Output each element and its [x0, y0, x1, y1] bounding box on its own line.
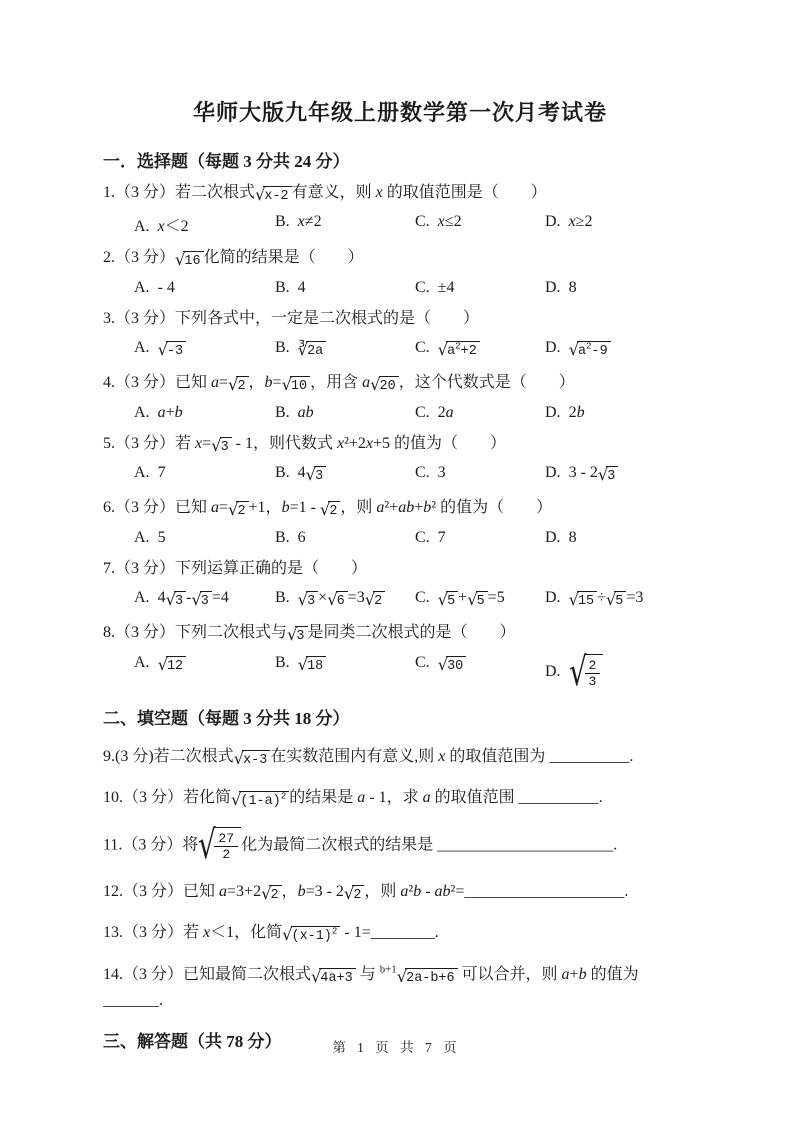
- radicand: 2: [269, 885, 281, 905]
- radicand: 3: [606, 466, 618, 486]
- math-variable: x: [157, 218, 165, 236]
- question-stem: 2.（3 分） √ 16 化简的结果是（ ）: [103, 245, 697, 271]
- square-root: [438, 591, 458, 611]
- math-variable: x: [203, 924, 211, 942]
- radical-sign: √: [157, 340, 168, 360]
- option-content: 5: [157, 528, 166, 546]
- page-title: 华师大版九年级上册数学第一次月考试卷: [192, 100, 607, 125]
- question-stem: 3.（3 分）下列各式中，一定是二次根式的是（ ）: [103, 309, 480, 327]
- option-d: [545, 279, 697, 297]
- question-stem: 11.（3 分）将 √ $\frac{27}{2}$ 化为最简二次根式的结果是 ______________________.: [103, 822, 618, 868]
- math-variable: ab: [398, 499, 415, 517]
- question: [103, 822, 697, 868]
- option-content: [438, 654, 467, 676]
- radical-sign: √: [297, 590, 309, 610]
- option-label: C.: [415, 213, 430, 231]
- option-label: D.: [545, 662, 561, 680]
- option-label: A.: [134, 653, 150, 671]
- option-b: [275, 279, 415, 297]
- question-stem: 8.（3 分）下列二次根式与 √ 3 是同类二次根式的是（ ）: [103, 620, 697, 646]
- square-root: [598, 466, 618, 486]
- square-root: [211, 437, 231, 457]
- radical-sign: √: [364, 590, 376, 610]
- radical-sign: √: [370, 375, 381, 395]
- radical-sign: √: [568, 649, 587, 695]
- option-c: [415, 464, 545, 486]
- question: [103, 495, 697, 546]
- math-variable: b: [576, 403, 585, 421]
- options-row: [103, 649, 697, 695]
- option-content: √ 3 × √ 6 =3 √ 2: [298, 589, 386, 611]
- square-root: [606, 591, 626, 611]
- option-c: [415, 654, 545, 691]
- radicand: $a^2+2$: [446, 341, 480, 361]
- fraction: [214, 831, 238, 862]
- question: [103, 962, 697, 1015]
- option-c: [415, 589, 545, 611]
- radicand: 3: [295, 626, 307, 646]
- radical-sign: √: [437, 590, 449, 610]
- radical-sign: √: [396, 966, 408, 986]
- radicand: 2: [373, 591, 385, 611]
- square-root: [370, 376, 399, 396]
- option-content: [158, 339, 187, 361]
- radical-sign: √: [282, 925, 293, 945]
- option-label: A.: [134, 403, 150, 421]
- option-a: [134, 529, 275, 547]
- math-variable: x: [365, 434, 374, 452]
- radicand: $(1-a)^2$: [239, 791, 289, 811]
- radical-sign: √: [211, 435, 222, 455]
- option-content: 3 - 2 √ 3: [569, 464, 619, 486]
- question-stem: 7.（3 分）下列运算正确的是（ ）: [103, 559, 368, 577]
- square-root: [397, 968, 458, 988]
- radical-sign: √: [605, 590, 617, 610]
- radical-sign: √: [297, 654, 309, 674]
- math-variable: a: [445, 403, 454, 421]
- radicand: 6: [336, 591, 348, 611]
- square-root: [438, 341, 480, 361]
- option-c: [415, 404, 545, 422]
- option-b: [275, 213, 415, 236]
- math-variable: a: [561, 965, 570, 983]
- option-b: [275, 339, 415, 361]
- question-stem: 14.（3 分）已知最简二次根式 √ 4a+3 与 $^{b+1}$ √ 2a-b+6 可以合并，则 a+b 的值为 _______.: [103, 963, 639, 1009]
- radicand: 10: [290, 376, 310, 396]
- radical-sign: √: [261, 883, 272, 903]
- radicand: 3: [306, 591, 318, 611]
- radical-sign: ∛: [297, 340, 309, 360]
- option-content: a+b: [157, 403, 183, 421]
- option-d: [545, 529, 697, 547]
- option-label: D.: [545, 403, 561, 421]
- option-b: [275, 464, 415, 486]
- radical-sign: √: [437, 340, 449, 360]
- option-content: √ 5 + √ 5 =5: [438, 589, 505, 611]
- superscript: 2: [331, 925, 338, 937]
- radical-sign: √: [228, 375, 239, 395]
- option-d: [545, 464, 697, 486]
- square-root: [344, 885, 364, 905]
- option-content: 8: [568, 278, 577, 296]
- square-root: [166, 591, 186, 611]
- radicand: $a^2-9$: [577, 341, 611, 361]
- math-variable: x: [297, 213, 305, 231]
- math-variable: ab: [434, 882, 451, 900]
- square-root: [306, 466, 326, 486]
- option-content: - 4: [157, 278, 175, 296]
- square-root: [158, 656, 187, 676]
- page-footer: 第 1 页 共 7 页: [332, 1040, 461, 1055]
- radical-sign: √: [467, 590, 478, 610]
- option-label: B.: [275, 339, 290, 357]
- square-root: [261, 885, 281, 905]
- option-label: A.: [134, 464, 150, 482]
- math-variable: ab: [297, 403, 314, 421]
- radical-sign: √: [175, 250, 186, 270]
- option-label: A.: [134, 528, 150, 546]
- radicand: x-3: [242, 750, 270, 770]
- radical-sign: √: [568, 590, 579, 610]
- math-variable: a: [376, 499, 385, 517]
- square-root: [569, 341, 611, 361]
- square-root: [198, 822, 241, 868]
- radicand: -3: [166, 341, 186, 361]
- question: [103, 879, 697, 905]
- denominator: 3: [588, 673, 597, 689]
- math-variable: b: [297, 882, 306, 900]
- option-content: 6: [297, 528, 306, 546]
- options-row: [103, 464, 697, 486]
- option-label: C.: [415, 589, 430, 607]
- square-root: [320, 501, 340, 521]
- option-label: D.: [545, 528, 561, 546]
- option-content: x≥2: [568, 213, 593, 231]
- question-stem: 12.（3 分）已知 a=3+2 √ 2 ，b=3 - 2 √ 2 ，则 a²b - ab²=____________________.: [103, 879, 697, 905]
- question: [103, 370, 697, 421]
- square-root: [365, 591, 385, 611]
- cube-root: [298, 341, 327, 361]
- radicand: 3: [200, 591, 212, 611]
- option-label: A.: [134, 218, 150, 236]
- question: [103, 431, 697, 487]
- radical-sign: √: [343, 883, 355, 903]
- radical-sign: √: [191, 590, 202, 610]
- radical-sign: √: [255, 185, 266, 204]
- question: [103, 920, 697, 946]
- options-row: [103, 213, 697, 236]
- option-label: C.: [415, 464, 430, 482]
- radicand: 15: [577, 591, 597, 611]
- option-content: x≤2: [437, 213, 462, 231]
- options-row: [103, 339, 697, 361]
- question-stem: 1.（3 分）若二次根式 √ x-2 有意义，则 x 的取值范围是（ ）: [103, 180, 697, 206]
- radical-sign: √: [231, 790, 242, 810]
- option-content: [568, 649, 604, 695]
- math-variable: b: [281, 499, 290, 517]
- option-content: [298, 404, 314, 422]
- math-variable: a: [422, 789, 431, 807]
- question: [103, 556, 697, 612]
- radical-sign: √: [198, 822, 217, 868]
- superscript: 2: [280, 790, 287, 802]
- square-root: [191, 591, 211, 611]
- question-stem: 6.（3 分）已知 a= √ 2 +1，b=1 - √ 2 ，则 a²+ab+b² 的值为（ ）: [103, 495, 697, 521]
- option-d: [545, 213, 697, 236]
- math-variable: x: [438, 747, 446, 765]
- square-root: [282, 926, 340, 946]
- question: [103, 245, 697, 296]
- superscript: 2: [455, 340, 461, 352]
- option-content: ±4: [437, 278, 455, 296]
- option-label: D.: [545, 278, 561, 296]
- radicand: 2: [328, 501, 340, 521]
- square-root: [568, 649, 604, 695]
- option-d: [545, 649, 697, 695]
- question: [103, 180, 697, 236]
- option-a: [134, 464, 275, 486]
- square-root: [298, 656, 327, 676]
- option-d: [545, 339, 697, 361]
- radicand: 2: [236, 501, 248, 521]
- radical-sign: √: [311, 966, 322, 986]
- math-variable: x: [375, 184, 383, 201]
- question: [103, 785, 697, 811]
- option-label: C.: [415, 339, 430, 357]
- math-variable: a: [362, 374, 371, 392]
- option-label: B.: [275, 403, 290, 421]
- radicand: 20: [379, 376, 399, 396]
- question-stem: 13.（3 分）若 x＜1，化简 √ $(x-1)^2$ - 1=________.: [103, 920, 697, 946]
- square-root: [255, 186, 292, 206]
- radicand: 3: [220, 437, 232, 457]
- math-variable: a: [357, 789, 366, 807]
- math-variable: x: [568, 213, 576, 231]
- option-a: [134, 589, 275, 611]
- section-heading: 一．选择题（每题 3 分共 24 分）: [103, 152, 350, 171]
- radical-sign: √: [157, 654, 168, 674]
- square-root: [327, 591, 347, 611]
- option-label: D.: [545, 464, 561, 482]
- radicand: 5: [614, 591, 626, 611]
- radical-sign: √: [281, 375, 292, 395]
- radicand: 30: [446, 656, 466, 676]
- math-variable: x: [195, 434, 203, 452]
- radical-sign: √: [305, 465, 317, 485]
- math-variable: b: [413, 882, 422, 900]
- square-root: [158, 341, 187, 361]
- option-content: x＜2: [157, 218, 189, 236]
- option-content: [158, 654, 187, 676]
- square-root: [234, 750, 271, 770]
- option-a: [134, 404, 275, 422]
- radicand: 3: [174, 591, 186, 611]
- radicand: 12: [166, 656, 186, 676]
- option-a: [134, 213, 275, 236]
- option-label: D.: [545, 339, 561, 357]
- radicand: 2a: [306, 341, 326, 361]
- math-variable: a: [400, 882, 409, 900]
- option-content: 7: [157, 464, 166, 482]
- square-root: [282, 376, 311, 396]
- superscript: b+1: [379, 963, 397, 976]
- option-c: [415, 529, 545, 547]
- square-root: [311, 968, 356, 988]
- sections-container: [103, 147, 697, 1052]
- radical-sign: √: [597, 465, 609, 485]
- radicand: 5: [446, 591, 458, 611]
- numerator: 2: [585, 658, 601, 674]
- radicand: 18: [306, 656, 326, 676]
- radical-sign: √: [287, 625, 298, 645]
- radical-sign: √: [319, 500, 331, 520]
- radicand: x-2: [263, 186, 291, 206]
- question: [103, 744, 697, 770]
- option-content: 4 √ 3 - √ 3 =4: [158, 589, 229, 611]
- option-content: [569, 339, 611, 361]
- options-row: [103, 404, 697, 422]
- math-variable: b: [174, 403, 183, 421]
- option-d: [545, 589, 697, 611]
- option-content: [298, 654, 327, 676]
- radicand: 5: [476, 591, 488, 611]
- option-label: A.: [134, 339, 150, 357]
- question-stem: 4.（3 分）已知 a= √ 2 ，b= √ 10 ，用含 a √ 20 ，这个代数式是（ ）: [103, 370, 697, 396]
- option-c: [415, 279, 545, 297]
- option-content: 3: [437, 464, 446, 482]
- option-label: B.: [275, 589, 290, 607]
- option-content: 8: [568, 528, 577, 546]
- option-content: 4 √ 3: [298, 464, 326, 486]
- radical-sign: √: [568, 340, 579, 360]
- radicand: 3: [314, 466, 326, 486]
- square-root: [298, 591, 318, 611]
- radicand: 4a+3: [319, 968, 355, 988]
- math-variable: b: [423, 499, 432, 517]
- math-variable: a: [157, 403, 166, 421]
- option-label: B.: [275, 653, 290, 671]
- section-2: [103, 704, 697, 1015]
- radicand: 2a-b+6: [405, 968, 457, 988]
- square-root: [569, 591, 598, 611]
- option-b: [275, 654, 415, 691]
- option-b: [275, 404, 415, 422]
- radical-sign: √: [165, 590, 176, 610]
- option-content: x≠2: [297, 213, 322, 231]
- math-variable: b: [578, 965, 587, 983]
- math-variable: a: [211, 374, 220, 392]
- radicand: [213, 827, 241, 864]
- radicand: 2: [236, 376, 248, 396]
- question: [103, 306, 697, 362]
- options-row: [103, 279, 697, 297]
- radical-sign: √: [327, 590, 338, 610]
- section-heading: 三、解答题（共 78 分）: [103, 1032, 282, 1052]
- math-variable: b: [264, 374, 273, 392]
- option-content: [298, 339, 327, 361]
- option-b: [275, 529, 415, 547]
- numerator: 27: [214, 831, 238, 847]
- option-label: C.: [415, 403, 430, 421]
- radical-sign: √: [228, 500, 239, 520]
- option-label: A.: [134, 589, 150, 607]
- option-c: [415, 213, 545, 236]
- options-row: [103, 589, 697, 611]
- option-content: 4: [297, 278, 306, 296]
- option-content: [438, 339, 480, 361]
- option-c: [415, 339, 545, 361]
- superscript: 2: [586, 340, 592, 352]
- option-content: 2b: [568, 403, 585, 421]
- option-label: D.: [545, 213, 561, 231]
- option-label: B.: [275, 213, 290, 231]
- square-root: [175, 251, 204, 271]
- math-variable: x: [437, 213, 445, 231]
- radical-sign: √: [437, 654, 449, 674]
- radical-sign: √: [233, 748, 245, 768]
- radicand: 16: [183, 251, 203, 271]
- math-variable: a: [219, 882, 228, 900]
- option-label: B.: [275, 464, 290, 482]
- math-variable: a: [211, 499, 220, 517]
- option-label: D.: [545, 589, 561, 607]
- option-a: [134, 279, 275, 297]
- option-content: 7: [437, 528, 446, 546]
- option-label: C.: [415, 528, 430, 546]
- section-heading: 二、填空题（每题 3 分共 18 分）: [103, 708, 350, 728]
- radicand: 2: [352, 885, 364, 905]
- square-root: [287, 626, 307, 646]
- math-variable: x: [336, 434, 345, 452]
- question-stem: 5.（3 分）若 x= √ 3 - 1，则代数式 x²+2x+5 的值为（ ）: [103, 431, 697, 457]
- section-1: [103, 147, 697, 695]
- square-root: [467, 591, 487, 611]
- option-content: 2a: [437, 403, 454, 421]
- square-root: [438, 656, 467, 676]
- square-root: [228, 501, 248, 521]
- option-b: [275, 589, 415, 611]
- option-content: √ 15 ÷ √ 5 =3: [569, 589, 644, 611]
- square-root: [228, 376, 248, 396]
- option-a: [134, 654, 275, 691]
- option-d: [545, 404, 697, 422]
- option-label: C.: [415, 653, 430, 671]
- question: [103, 620, 697, 695]
- option-label: C.: [415, 278, 430, 296]
- option-a: [134, 339, 275, 361]
- square-root: [231, 791, 289, 811]
- options-row: [103, 529, 697, 547]
- question-stem: 10.（3 分）若化简 √ $(1-a)^2$ 的结果是 a - 1，求 a 的取值范围 __________.: [103, 785, 697, 811]
- option-label: B.: [275, 278, 290, 296]
- option-label: A.: [134, 278, 150, 296]
- denominator: 2: [222, 846, 231, 862]
- radicand: $(x-1)^2$: [291, 926, 341, 946]
- question-stem: 9.(3 分)若二次根式 √ x-3 在实数范围内有意义,则 x 的取值范围为 __________.: [103, 744, 697, 770]
- option-label: B.: [275, 528, 290, 546]
